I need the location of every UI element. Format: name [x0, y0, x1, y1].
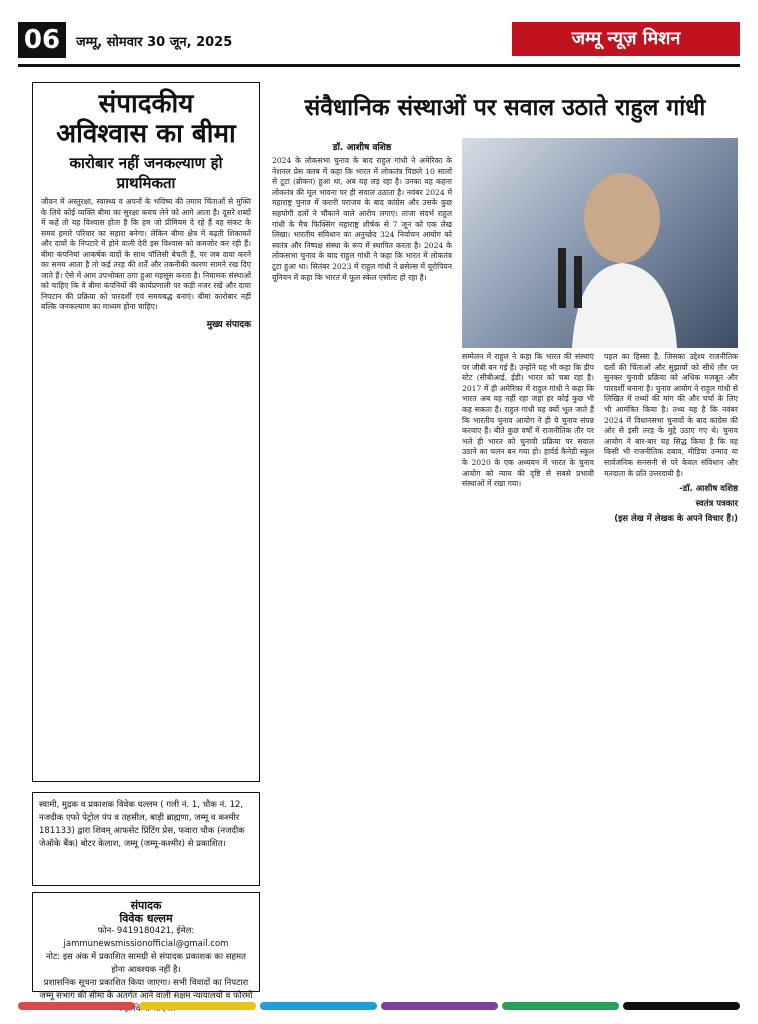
- header-rule: [18, 64, 740, 67]
- strip-black: [623, 1002, 740, 1010]
- article-author-role: स्वतंत्र पत्रकार: [695, 499, 738, 510]
- editor-name: विवेक धल्लम: [119, 912, 173, 925]
- article-byline: डॉ. आशीष वशिष्ठ: [332, 143, 392, 153]
- editorial-signature: मुख्य संपादक: [206, 319, 251, 330]
- article-col-2: [462, 352, 594, 966]
- imprint-box: स्वामी, मुद्रक व प्रकाशक विवेक धल्लम ( गली नं. 1, चौक नं. 12, नजदीक एफो पेट्रोल पंप व तहसील, बाड़ी ब्राह्मणा, जम्मू व कश्मीर 181133) द्वारा शिवम् आफसेट प्रिंटिंग प्रेस, फवारा चौक (नजदीक जेऑके बैंक) बोटर केलाश, जम्मू (जम्मू-कश्मीर) से प्रकाशित।: [32, 792, 260, 886]
- article-photo: [462, 138, 738, 348]
- editorial-column: [32, 82, 260, 782]
- color-strip: [18, 1002, 740, 1010]
- strip-yellow: [139, 1002, 256, 1010]
- article-col-1-text: 2024 के लोकसभा चुनाव के बाद राहुल गांधी ने अमेरिका के नेशनल प्रेस क्लब में कहा कि भारत में लोकतंत्र पिछले 10 सालों से टूटा (ब्रोकन) हुआ था, अब यह लड़ रहा है। उनका यह कहना लोकतंत्र की मूल भावना पर ही सवाल उठाता है। नवंबर 2024 में महाराष्ट्र चुनाव में करारी पराजय के बाद कांग्रेस और उसके कुछ सहयोगी दलों ने चौंकाने वाले आरोप लगाए। ताजा संदर्भ राहुल गांधी के मैच फिक्सिंग महाराष्ट्र शीर्षक से 7 जून को एक लेख लिखा। भारतीय संविधान का अनुच्छेद 324 निर्वाचन आयोग को स्वतंत्र और निष्पक्ष संस्था के रूप में स्थापित करता है। 2024 के लोकसभा चुनाव के बाद राहुल गांधी ने कहा कि भारत में लोकतंत्र टूटा हुआ था। सितंबर 2023 में राहुल गांधी ने ब्रसेल्स में यूरोपियन यूनियन में कहा कि भारत में फूल स्केल एसॉल्ट हो रहा है।: [272, 156, 452, 282]
- article-title: संवैधानिक संस्थाओं पर सवाल उठाते राहुल गांधी: [304, 95, 706, 121]
- article-col-3-text: पहल का हिस्सा है, जिसका उद्देश्य राजनीतिक दलों की चिंताओं और सुझावों को सीधे तौर पर सुनकर चुनावी प्रक्रिया को अधिक मजबूत और पारदर्शी बनाना है। चुनाव आयोग ने राहुल गांधी से लिखित में तथ्यों की मांग की और चर्चा के लिए भी आमंत्रित किया है। तथ्य यह है कि नवंबर 2024 में विधानसभा चुनावों के बाद कांग्रेस की ओर से इसी तरह के मुद्दे उठाए गए थे। चुनाव आयोग ने बार-बार यह सिद्ध किया है कि वह किसी भी राजनीतिक दबाव, मीडिया उन्माद या सार्वजनिक सनसनी से परे केवल संविधान और मतदाता के प्रति उत्तरदायी है।: [604, 352, 738, 478]
- strip-red: [18, 1002, 135, 1010]
- strip-green: [502, 1002, 619, 1010]
- page-number: 06: [18, 22, 66, 58]
- strip-blue: [260, 1002, 377, 1010]
- editorial-heading: संपादकीय: [98, 89, 194, 119]
- editorial-title: अविश्वास का बीमा: [56, 119, 236, 149]
- article-author-note: (इस लेख में लेखक के अपने विचार हैं।): [614, 514, 738, 525]
- editorial-subtitle: कारोबार नहीं जनकल्याण हो प्राथमिकता: [69, 154, 223, 192]
- article-col-2-text: सम्मेलन में राहुल ने कहा कि भारत की संस्थाएं पर जीबी बन गई हैं। उन्होंने यह भी कहा कि डीप स्टेट (सीबीआई, ईडी) भारत को चबा रहा है। 2017 में ही अमेरिका में राहुल गांधी ने कहा कि भारत अब वह नहीं रहा जहां हर कोई कुछ भी कह सकता है। राहुल गांधी यह क्यों भूल जाते हैं कि भारतीय चुनाव आयोग ने ही ये चुनाव संपन्न करवाए हैं। बीते कुछ वर्षों में राजनीतिक तौर पर भले ही भारत को चुनावी प्रक्रिया पर सवाल उठाने का चलन बन गया हो। हार्वर्ड कैनेडी स्कूल के 2020 के एक अध्ययन में भारत के चुनाव आयोग को न्याय की दृष्टि से सबसे प्रभावी संस्थाओं में रखा गया।: [462, 352, 594, 489]
- article-col-3: [604, 352, 738, 966]
- editorial-body: जीवन में अस्तुरक्षा, स्वास्थ्य व अपनों के भविष्य की तमाम चिंताओं से मुक्ति के लिये कोई व्यक्ति बीमा का सुरक्षा कवच लेने को आगे आता है। दूसरे शब्दों में कहें तो यह विश्वास होता है कि हम जो प्रीमियम दे रहे हैं वह संकट के समय हमारे परिवार का सहारा बनेगा। लेकिन बीमा क्षेत्र में बढ़ती शिकायतें और दावों के निपटारे में होने वाली देरी इस विश्वास को कमजोर कर रही हैं। बीमा कंपनियां आकर्षक वादों के साथ पॉलिसी बेचती हैं, पर जब दावा करने का समय आता है तो कई तरह की शर्तें और तकनीकी कारण सामने रख दिए जाते हैं। ऐसे में आम उपभोक्ता ठगा हुआ महसूस करता है। नियामक संस्थाओं को चाहिए कि वे बीमा कंपनियों की कार्यप्रणाली पर कड़ी नजर रखें और दावा निपटान की प्रक्रिया को पारदर्शी एवं समयबद्ध बनाएं। बीमा कारोबार नहीं बल्कि जनकल्याण का माध्यम होना चाहिए।: [41, 197, 251, 311]
- strip-purple: [381, 1002, 498, 1010]
- brand-banner: जम्मू न्यूज़ मिशन: [512, 22, 740, 56]
- editor-label: संपादक: [130, 899, 162, 912]
- article-col-1: [272, 156, 452, 956]
- editor-box: [32, 892, 260, 1001]
- date-line: जम्मू, सोमवार 30 जून, 2025: [76, 35, 233, 50]
- speaker-illustration: [462, 138, 738, 348]
- editor-disclaimer: प्रशासनिक सूचना प्रकाशित किया जाएगा। सभी विवादों का निपटारा जम्मू संभाग की सीमा के अंतर्गत आने वाली सक्षम न्यायालयों व फोरमों: [39, 978, 253, 1001]
- masthead: [18, 18, 740, 60]
- editor-note: नोट: इस अंक में प्रकाशित सामग्री से संपादक प्रकाशक का सहमत होना आवश्यक नहीं है।: [46, 952, 246, 975]
- article-author: -डॉ. आशीष वशिष्ठ: [679, 484, 738, 495]
- editor-contact: फोन- 9419180421, ईमेल: jammunewsmissionofficial@gmail.com: [63, 926, 229, 949]
